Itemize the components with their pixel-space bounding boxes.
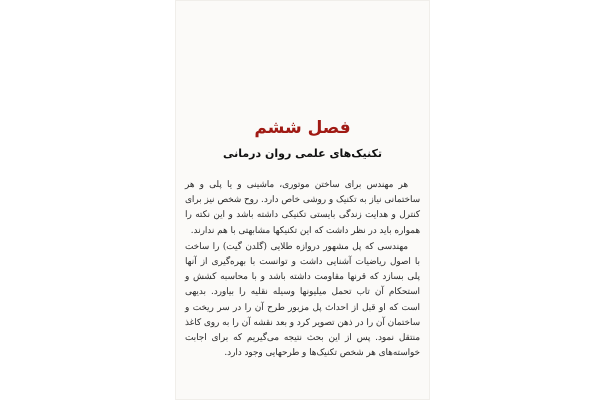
section-subtitle: تکنیک‌های علمی روان درمانی <box>222 147 383 160</box>
book-page <box>175 0 430 400</box>
chapter-title: فصل ششم <box>254 118 351 138</box>
paragraph-1: هر مهندس برای ساختن موتوری، ماشینی و یا پلی و هر ساختمانی نیاز به تکنیک و روشی خاص دارد. روح شخص نیز برای کنترل و هدایت زندگی بایستی تکنیکی داشته باشد و این نکته را همواره باید در نظر داشت که این تکنیکها مشابهتی با هم ندارند. <box>185 180 420 236</box>
body-text <box>185 178 420 361</box>
paragraph-2: مهندسی که پل مشهور دروازه طلایی (گلدن گیت) را ساخت با اصول ریاضیات آشنایی داشت و توانست با بهره‌گیری از آنها پلی بسازد که قرنها مقاومت داشته باشد و با محاسبه کشش و استحکام آن تاب تحمل میلیونها وسیله نقلیه را بیاورد. بدیهی است که او قبل از احداث پل مزبور طرح آن را در سر ریخت و ساختمان آن را در ذهن تصویر کرد و بعد نقشه آن را به روی کاغذ منتقل نمود. پس از این بحث نتیجه می‌گیریم که برای اجابت خواسته‌های هر شخص تکنیک‌ها و طرحهایی وجود دارد. <box>185 241 420 359</box>
